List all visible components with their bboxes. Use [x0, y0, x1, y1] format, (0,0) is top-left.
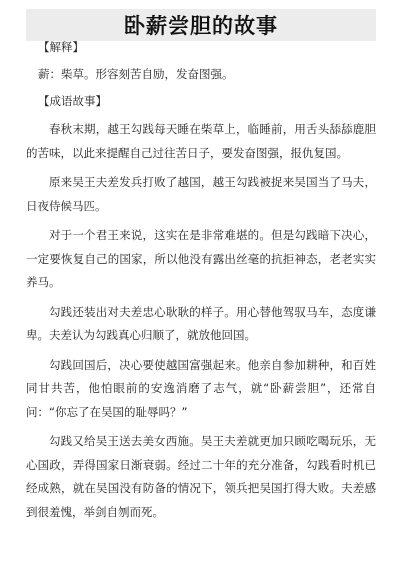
- story-paragraph: 勾践回国后，决心要使越国富强起来。他亲自参加耕种，和百姓同甘共苦，他怕眼前的安逸消磨了志气，就“卧薪尝胆”，还常自问：“你忘了在吴国的耻辱吗？”: [26, 357, 376, 419]
- story-paragraph: 对于一个君王来说，这实在是非常难堪的。但是勾践暗下决心，一定要恢复自己的国家，所以他没有露出丝毫的抗拒神态，老老实实养马。: [26, 228, 376, 289]
- document-body: [26, 38, 376, 524]
- page-title: 卧薪尝胆的故事: [124, 14, 278, 38]
- title-bar: [26, 9, 376, 41]
- story-paragraph: 原来吴王夫差发兵打败了越国，越王勾践被捉来吴国当了马夫，日夜侍候马匹。: [26, 175, 376, 213]
- story-heading: 【成语故事】: [38, 94, 107, 108]
- story-paragraph: 春秋末期，越王勾践每天睡在柴草上，临睡前，用舌头舔舔鹿胆的苦味，以此来提醒自己过往苦日子，要发奋图强，报仇复国。: [26, 122, 376, 160]
- story-paragraph: 勾践又给吴王送去美女西施。吴王夫差就更加只顾吃喝玩乐，无心国政，弄得国家日渐衰弱。经过二十年的充分准备，勾践看时机已经成熟，就在吴国没有防备的情况下，领兵把吴国打得大败。夫差感到很羞愧，举剑自刎而死。: [26, 434, 376, 519]
- story-paragraph: 勾践还装出对夫差忠心耿耿的样子。用心替他驾驭马车，态度谦卑。夫差认为勾践真心归顺了，就放他回国。: [26, 304, 376, 342]
- explanation-heading: 【解释】: [38, 40, 84, 54]
- definition-text: 薪：柴草。形容刻苦自励，发奋图强。: [38, 67, 234, 81]
